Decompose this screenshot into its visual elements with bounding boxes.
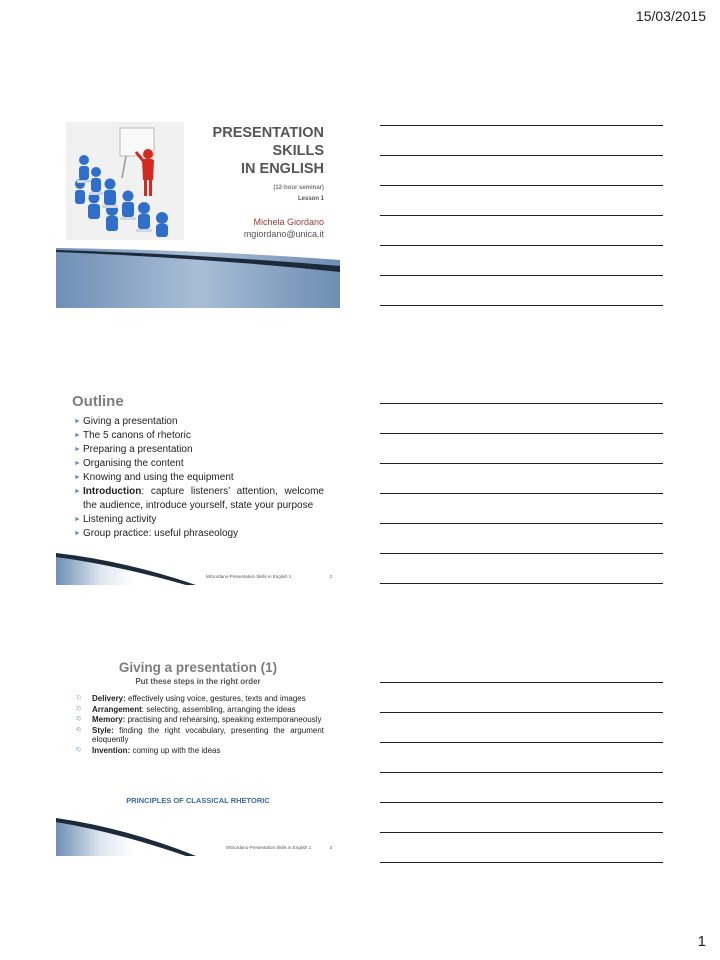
page-number: 1 — [697, 933, 706, 950]
list-item: ► Giving a presentation — [74, 416, 178, 427]
principles-label: PRINCIPLES OF CLASSICAL RHETORIC — [126, 796, 270, 805]
slide-2-thumbnail — [56, 389, 340, 585]
slide-2-title: Outline — [72, 393, 124, 410]
triangle-bullet-icon: ► — [74, 516, 81, 523]
list-item: ► Preparing a presentation — [74, 444, 193, 455]
slide-decoration-swoosh — [56, 541, 340, 585]
list-item: ► Introduction: capture listeners’ attention, welcome the audience, introduce yourself, state your purpose — [74, 486, 324, 511]
slide-1-lesson: Lesson 1 — [297, 196, 324, 202]
slide-2-number: 2 — [329, 574, 332, 579]
slide-3-title: Giving a presentation (1) — [118, 660, 278, 675]
title-line: IN ENGLISH — [241, 161, 324, 177]
presenter-illustration-icon — [66, 122, 184, 240]
author-name: Michela Giordano — [253, 217, 324, 227]
triangle-bullet-icon: ► — [74, 488, 81, 495]
triangle-bullet-icon: ► — [74, 530, 81, 537]
list-item: 4) Style: finding the right vocabulary, presenting the argument eloquently — [76, 725, 324, 744]
outline-list — [74, 415, 324, 541]
triangle-bullet-icon: ► — [74, 474, 81, 481]
list-item: ► Listening activity — [74, 514, 157, 525]
slide-1-thumbnail — [56, 112, 340, 308]
triangle-bullet-icon: ► — [74, 460, 81, 467]
slide-3-footer: MGiordano-Presentation Skills in English 1 — [226, 845, 312, 850]
list-item: 3) Memory: practising and rehearsing, speaking extemporaneously — [76, 715, 322, 724]
slide-decoration-swoosh — [56, 248, 340, 308]
slide-3-thumbnail — [56, 660, 340, 856]
list-item: 5) Invention: coming up with the ideas — [76, 745, 221, 755]
list-item: ► Group practice: useful phraseology — [74, 528, 239, 539]
list-item: ► The 5 canons of rhetoric — [74, 430, 191, 441]
triangle-bullet-icon: ► — [74, 418, 81, 425]
triangle-bullet-icon: ► — [74, 446, 81, 453]
list-item: 2) Arrangement: selecting, assembling, arranging the ideas — [76, 704, 296, 714]
slide-1-title — [174, 124, 324, 178]
list-item: ► Knowing and using the equipment — [74, 472, 234, 483]
author-email: mgiordano@unica.it — [243, 229, 324, 239]
title-line: SKILLS — [272, 143, 324, 159]
rhetoric-steps-list — [76, 694, 324, 756]
slide-3-number: 3 — [329, 845, 332, 850]
slide-2-footer: MGiordano-Presentation Skills in English 1 — [206, 574, 292, 579]
slide-1-author-block — [174, 216, 324, 240]
slide-3-subtitle: Put these steps in the right order — [135, 677, 261, 686]
page-date: 15/03/2015 — [635, 8, 706, 24]
list-item: ► Organising the content — [74, 458, 184, 469]
title-line: PRESENTATION — [212, 125, 324, 141]
triangle-bullet-icon: ► — [74, 432, 81, 439]
slide-1-subtitle: (12-hour seminar) — [273, 185, 324, 191]
list-item: 1) Delivery: effectively using voice, gestures, texts and images — [76, 694, 306, 703]
